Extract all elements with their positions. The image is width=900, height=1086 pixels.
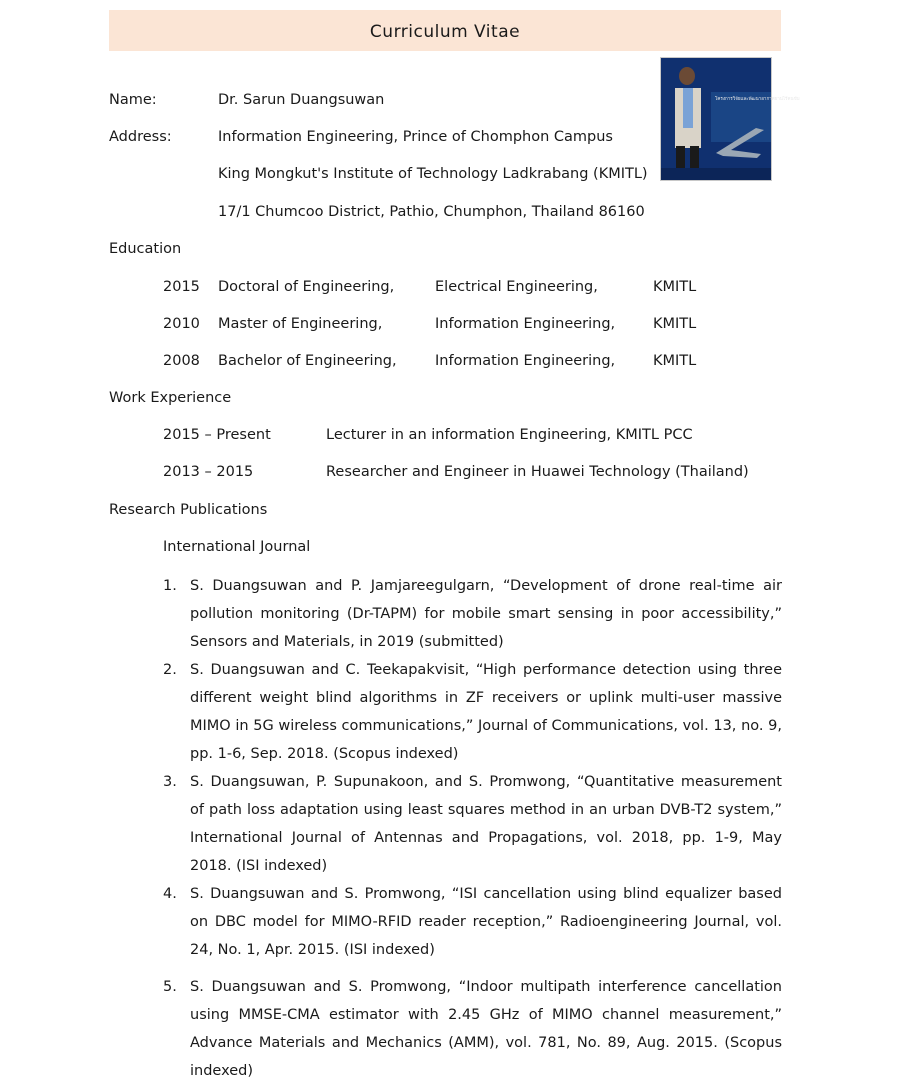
publication-text: S. Duangsuwan and S. Promwong, “ISI cancellation using blind equalizer based on DBC model for MIMO-RFID reader reception,” Radioengineering Journal, vol. 24, No. 1, Apr. 2015. (ISI indexed)	[190, 886, 782, 958]
publication-number: 4.	[163, 886, 177, 902]
education-field: Information Engineering,	[435, 316, 616, 332]
work-role: Lecturer in an information Engineering, KMITL PCC	[326, 427, 693, 443]
work-period: 2015 – Present	[163, 427, 271, 443]
education-field: Information Engineering,	[435, 353, 616, 369]
address-line: Information Engineering, Prince of Chomphon Campus	[218, 129, 613, 145]
address-label: Address:	[109, 129, 172, 145]
publication-text: S. Duangsuwan and S. Promwong, “Indoor multipath interference cancellation using MMSE-CMA estimator with 2.45 GHz of MIMO channel measurement,” Advance Materials and Mechanics (AMM), vol. 781, No. 89, Aug. 2015. (Scopus indexed)	[190, 979, 782, 1079]
title-banner	[109, 10, 781, 51]
name-value: Dr. Sarun Duangsuwan	[218, 92, 385, 108]
publication-item	[163, 656, 782, 768]
profile-photo-illustration	[661, 58, 800, 180]
education-degree: Master of Engineering,	[218, 316, 383, 332]
education-year: 2015	[163, 279, 200, 295]
work-period: 2013 – 2015	[163, 464, 254, 480]
publication-item	[163, 572, 782, 656]
research-heading: Research Publications	[109, 502, 268, 518]
education-heading: Education	[109, 241, 182, 257]
poster-text: โครงการวิจัยและพัฒนาอากาศยานไร้คนขับ	[715, 97, 800, 102]
publication-text: S. Duangsuwan, P. Supunakoon, and S. Promwong, “Quantitative measurement of path loss adaptation using least squares method in an urban DVB-T2 system,” International Journal of Antennas and Propagations, vol. 2018, pp. 1-9, May 2018. (ISI indexed)	[190, 774, 782, 874]
education-institution: KMITL	[653, 353, 697, 369]
education-year: 2008	[163, 353, 200, 369]
education-institution: KMITL	[653, 316, 697, 332]
research-subheading: International Journal	[163, 539, 311, 555]
publication-text: S. Duangsuwan and C. Teekapakvisit, “High performance detection using three different weight blind algorithms in ZF receivers or uplink multi-user massive MIMO in 5G wireless communications,” Journal of Communications, vol. 13, no. 9, pp. 1-6, Sep. 2018. (Scopus indexed)	[190, 662, 782, 762]
publication-list	[163, 572, 782, 1085]
publication-number: 5.	[163, 979, 177, 995]
publication-number: 1.	[163, 578, 177, 594]
publication-item	[163, 768, 782, 880]
address-line: King Mongkut's Institute of Technology Ladkrabang (KMITL)	[218, 166, 648, 182]
work-heading: Work Experience	[109, 390, 232, 406]
education-degree: Doctoral of Engineering,	[218, 279, 395, 295]
education-institution: KMITL	[653, 279, 697, 295]
education-year: 2010	[163, 316, 200, 332]
publication-text: S. Duangsuwan and P. Jamjareegulgarn, “Development of drone real-time air pollution monitoring (Dr-TAPM) for mobile smart sensing in poor accessibility,” Sensors and Materials, in 2019 (submitted)	[190, 578, 782, 650]
work-role: Researcher and Engineer in Huawei Technology (Thailand)	[326, 464, 749, 480]
page-title: Curriculum Vitae	[369, 22, 521, 42]
publication-item	[163, 880, 782, 964]
publication-number: 3.	[163, 774, 177, 790]
address-line: 17/1 Chumcoo District, Pathio, Chumphon, Thailand 86160	[218, 204, 645, 220]
publication-number: 2.	[163, 662, 177, 678]
publication-item	[163, 973, 782, 1085]
education-degree: Bachelor of Engineering,	[218, 353, 397, 369]
name-label: Name:	[109, 92, 157, 108]
profile-photo	[660, 57, 800, 181]
education-field: Electrical Engineering,	[435, 279, 598, 295]
